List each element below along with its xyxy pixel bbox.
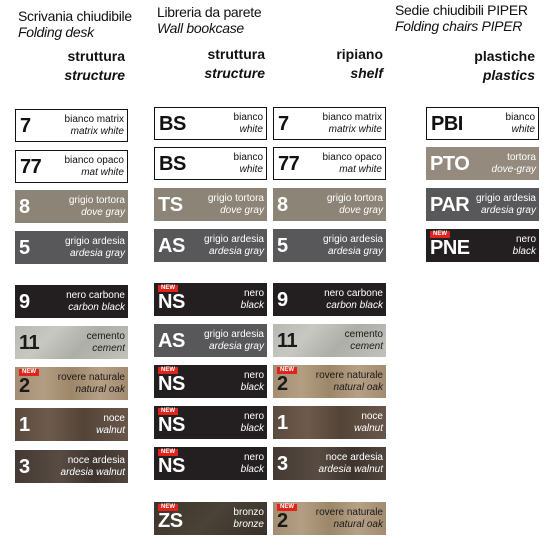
swatch-desk-matrix-white bbox=[15, 109, 128, 142]
swatch-name-en: ardesia gray bbox=[208, 245, 264, 257]
header-wall-bookcase bbox=[157, 5, 261, 35]
swatch-name: noce ardesia bbox=[67, 454, 125, 466]
swatch-name-en: dove gray bbox=[81, 206, 125, 218]
swatch-name-en: ardesia gray bbox=[327, 245, 383, 257]
swatch-name-en: natural oak bbox=[333, 381, 383, 393]
swatch-shelf-walnut bbox=[273, 406, 386, 439]
swatch-code: BS bbox=[159, 152, 186, 175]
swatch-code: TS bbox=[158, 193, 183, 216]
swatch-shelf-dove-gray bbox=[273, 188, 386, 221]
swatch-name: bianco bbox=[233, 111, 263, 123]
swatch-code: 3 bbox=[277, 452, 288, 475]
swatch-name-en: bronze bbox=[233, 518, 264, 530]
swatch-desk-cement bbox=[15, 326, 128, 359]
swatch-name: bianco opaco bbox=[64, 154, 124, 166]
subheader-title: struttura bbox=[67, 48, 125, 64]
swatch-shelf-carbon-black bbox=[273, 283, 386, 316]
swatch-name: nero bbox=[243, 287, 264, 299]
swatch-name-en: matrix white bbox=[70, 125, 124, 137]
swatch-name: noce bbox=[103, 412, 125, 424]
swatch-shelf-cement bbox=[273, 324, 386, 357]
swatch-desk-walnut bbox=[15, 408, 128, 441]
swatch-code: PBI bbox=[431, 112, 463, 135]
swatch-chair-dove-gray bbox=[426, 147, 539, 180]
swatch-name-en: walnut bbox=[96, 424, 125, 436]
swatch-code: 5 bbox=[19, 236, 30, 259]
swatch-name-en: black bbox=[240, 422, 264, 434]
swatch-desk-natural-oak bbox=[15, 367, 128, 400]
swatch-code: 8 bbox=[19, 195, 30, 218]
swatch-code: 3 bbox=[19, 455, 30, 478]
swatch-code: NS bbox=[158, 373, 185, 396]
swatch-code: 5 bbox=[277, 234, 288, 257]
swatch-code: 2 bbox=[277, 373, 288, 396]
swatch-code: 1 bbox=[19, 413, 30, 436]
swatch-name: bianco opaco bbox=[322, 151, 382, 163]
new-badge: NEW bbox=[158, 504, 178, 511]
swatch-name-en: ardesia gray bbox=[480, 204, 536, 216]
header-folding-desk bbox=[18, 9, 132, 39]
header-subtitle: Folding desk bbox=[18, 24, 94, 40]
swatch-name-en: matrix white bbox=[328, 123, 382, 135]
header-folding-chairs bbox=[395, 3, 528, 33]
swatch-name: cemento bbox=[344, 328, 383, 340]
swatch-name: cemento bbox=[86, 330, 125, 342]
swatch-desk-dove-gray bbox=[15, 190, 128, 223]
header-subtitle: Wall bookcase bbox=[157, 20, 244, 36]
subheader-bookcase-shelf bbox=[336, 47, 383, 80]
swatch-bookcase-black-2 bbox=[154, 365, 267, 398]
swatch-code: 11 bbox=[277, 329, 298, 352]
swatch-shelf-natural-oak bbox=[273, 365, 386, 398]
swatch-name: bianco matrix bbox=[64, 113, 124, 125]
swatch-code: 8 bbox=[277, 193, 288, 216]
swatch-name: bronzo bbox=[233, 506, 264, 518]
subheader-subtitle: plastics bbox=[482, 67, 535, 83]
subheader-subtitle: structure bbox=[204, 65, 265, 81]
swatch-name: grigio tortora bbox=[326, 192, 383, 204]
swatch-code: 77 bbox=[20, 155, 42, 178]
swatch-name: rovere naturale bbox=[57, 371, 125, 383]
swatch-desk-carbon-black bbox=[15, 285, 128, 318]
swatch-name: nero bbox=[243, 451, 264, 463]
new-badge: NEW bbox=[158, 285, 178, 292]
header-title: Sedie chiudibili PIPER bbox=[395, 2, 528, 18]
swatch-name-en: black bbox=[512, 245, 536, 257]
new-badge: NEW bbox=[158, 449, 178, 456]
swatch-desk-ardesia-gray bbox=[15, 231, 128, 264]
swatch-shelf-natural-oak-2 bbox=[273, 502, 386, 535]
swatch-code: AS bbox=[158, 329, 185, 352]
swatch-name: grigio tortora bbox=[207, 192, 264, 204]
swatch-name-en: dove gray bbox=[339, 204, 383, 216]
swatch-name-en: cement bbox=[350, 340, 383, 352]
swatch-code: 1 bbox=[277, 411, 288, 434]
swatch-name: grigio tortora bbox=[68, 194, 125, 206]
swatch-name: grigio ardesia bbox=[322, 233, 383, 245]
swatch-name-en: carbon black bbox=[68, 301, 125, 313]
swatch-bookcase-ardesia-gray bbox=[154, 229, 267, 262]
new-badge: NEW bbox=[158, 367, 178, 374]
swatch-chair-white bbox=[426, 107, 539, 140]
swatch-name: bianco matrix bbox=[322, 111, 382, 123]
swatch-code: AS bbox=[158, 234, 185, 257]
swatch-code: NS bbox=[158, 414, 185, 437]
swatch-name: grigio ardesia bbox=[203, 233, 264, 245]
swatch-name-en: natural oak bbox=[333, 518, 383, 530]
swatch-name: nero carbone bbox=[324, 287, 383, 299]
subheader-bookcase-structure bbox=[204, 47, 265, 80]
swatch-name: grigio ardesia bbox=[475, 192, 536, 204]
swatch-code: PNE bbox=[430, 237, 470, 260]
swatch-bookcase-white bbox=[154, 107, 267, 140]
swatch-code: ZS bbox=[158, 510, 183, 533]
swatch-name-en: mat white bbox=[339, 163, 382, 175]
swatch-code: 77 bbox=[278, 152, 300, 175]
swatch-code: 9 bbox=[277, 288, 288, 311]
swatch-name-en: black bbox=[240, 463, 264, 475]
swatch-name-en: white bbox=[511, 123, 535, 135]
swatch-name: noce ardesia bbox=[325, 451, 383, 463]
swatch-name: rovere naturale bbox=[315, 506, 383, 518]
swatch-shelf-matrix-white bbox=[273, 107, 386, 140]
swatch-code: NS bbox=[158, 291, 185, 314]
new-badge: NEW bbox=[19, 369, 39, 376]
swatch-name-en: walnut bbox=[354, 422, 383, 434]
swatch-code: 2 bbox=[19, 375, 30, 398]
swatch-name: grigio ardesia bbox=[203, 328, 264, 340]
swatch-name: nero carbone bbox=[66, 289, 125, 301]
swatch-name-en: ardesia gray bbox=[69, 247, 125, 259]
swatch-name-en: dove gray bbox=[220, 204, 264, 216]
swatch-name: nero bbox=[515, 233, 536, 245]
swatch-bookcase-bronze bbox=[154, 502, 267, 535]
swatch-bookcase-black-4 bbox=[154, 447, 267, 480]
swatch-code: 2 bbox=[277, 510, 288, 533]
swatch-shelf-ardesia-walnut bbox=[273, 447, 386, 480]
swatch-name: tortora bbox=[507, 151, 536, 163]
subheader-title: plastiche bbox=[474, 48, 535, 64]
header-subtitle: Folding chairs PIPER bbox=[395, 18, 523, 34]
swatch-code: NS bbox=[158, 455, 185, 478]
swatch-name-en: white bbox=[239, 123, 263, 135]
subheader-subtitle: structure bbox=[64, 67, 125, 83]
subheader-title: struttura bbox=[207, 46, 265, 62]
new-badge: NEW bbox=[277, 367, 297, 374]
swatch-name-en: black bbox=[240, 381, 264, 393]
swatch-name-en: dove-gray bbox=[491, 163, 536, 175]
swatch-chair-black bbox=[426, 229, 539, 262]
swatch-name: nero bbox=[243, 369, 264, 381]
swatch-code: 11 bbox=[19, 331, 40, 354]
swatch-name: nero bbox=[243, 410, 264, 422]
new-badge: NEW bbox=[430, 231, 450, 238]
swatch-desk-mat-white bbox=[15, 150, 128, 183]
swatch-name-en: ardesia gray bbox=[208, 340, 264, 352]
subheader-chair-plastics bbox=[474, 49, 535, 82]
swatch-shelf-mat-white bbox=[273, 147, 386, 180]
swatch-name: grigio ardesia bbox=[64, 235, 125, 247]
swatch-name-en: white bbox=[239, 163, 263, 175]
new-badge: NEW bbox=[277, 504, 297, 511]
swatch-bookcase-black-3 bbox=[154, 406, 267, 439]
swatch-name-en: ardesia walnut bbox=[60, 466, 125, 478]
swatch-name-en: carbon black bbox=[326, 299, 383, 311]
subheader-subtitle: shelf bbox=[350, 65, 383, 81]
swatch-name: rovere naturale bbox=[315, 369, 383, 381]
swatch-code: PTO bbox=[430, 152, 470, 175]
swatch-code: BS bbox=[159, 112, 186, 135]
subheader-desk-structure bbox=[64, 49, 125, 82]
swatch-chair-ardesia-gray bbox=[426, 188, 539, 221]
swatch-code: 9 bbox=[19, 290, 30, 313]
new-badge: NEW bbox=[158, 408, 178, 415]
swatch-code: 7 bbox=[278, 112, 289, 135]
swatch-bookcase-dove-gray bbox=[154, 188, 267, 221]
swatch-bookcase-black bbox=[154, 283, 267, 316]
swatch-name-en: mat white bbox=[81, 166, 124, 178]
header-title: Scrivania chiudibile bbox=[18, 8, 132, 24]
swatch-name-en: black bbox=[240, 299, 264, 311]
swatch-name-en: ardesia walnut bbox=[318, 463, 383, 475]
swatch-bookcase-ardesia-gray-2 bbox=[154, 324, 267, 357]
swatch-name: bianco bbox=[233, 151, 263, 163]
swatch-bookcase-white-2 bbox=[154, 147, 267, 180]
subheader-title: ripiano bbox=[336, 46, 383, 62]
swatch-shelf-ardesia-gray bbox=[273, 229, 386, 262]
swatch-code: 7 bbox=[20, 114, 31, 137]
swatch-code: PAR bbox=[430, 193, 470, 216]
header-title: Libreria da parete bbox=[157, 4, 262, 20]
swatch-name: noce bbox=[361, 410, 383, 422]
swatch-name-en: cement bbox=[92, 342, 125, 354]
swatch-name: bianco bbox=[505, 111, 535, 123]
swatch-name-en: natural oak bbox=[75, 383, 125, 395]
swatch-desk-ardesia-walnut bbox=[15, 450, 128, 483]
